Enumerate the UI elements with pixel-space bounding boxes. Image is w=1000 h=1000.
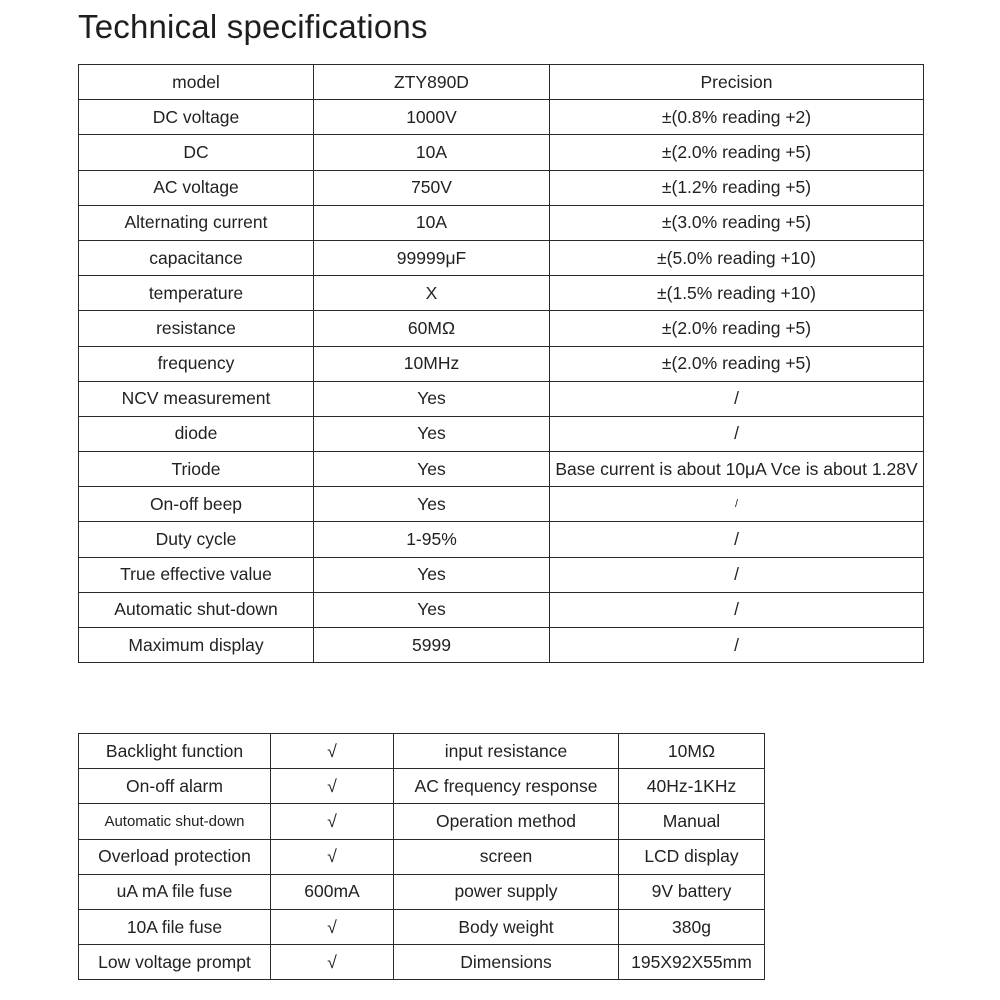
- spec-value: 750V: [314, 170, 550, 205]
- feature-label: Body weight: [394, 909, 619, 944]
- spec-value: Yes: [314, 487, 550, 522]
- spec-precision: /: [550, 416, 924, 451]
- spec-precision: ±(2.0% reading +5): [550, 135, 924, 170]
- feature-value: 10MΩ: [619, 734, 765, 769]
- spec-label: frequency: [79, 346, 314, 381]
- feature-value: Manual: [619, 804, 765, 839]
- table-row: [79, 557, 924, 592]
- feature-label: Backlight function: [79, 734, 271, 769]
- spec-label: diode: [79, 416, 314, 451]
- spec-label: Maximum display: [79, 628, 314, 663]
- feature-value: √: [271, 734, 394, 769]
- spec-value: Yes: [314, 592, 550, 627]
- spec-label: On-off beep: [79, 487, 314, 522]
- spec-precision: ±(0.8% reading +2): [550, 100, 924, 135]
- spec-precision: Base current is about 10μA Vce is about 1.28V: [550, 452, 924, 487]
- feature-label: power supply: [394, 874, 619, 909]
- feature-label: Low voltage prompt: [79, 945, 271, 980]
- feature-label: On-off alarm: [79, 769, 271, 804]
- spec-label: DC voltage: [79, 100, 314, 135]
- spec-precision: ±(2.0% reading +5): [550, 311, 924, 346]
- spec-value: 1000V: [314, 100, 550, 135]
- table-row: [79, 276, 924, 311]
- spec-label: Triode: [79, 452, 314, 487]
- spec-value: 5999: [314, 628, 550, 663]
- feature-value: √: [271, 945, 394, 980]
- table-row: [79, 874, 765, 909]
- feature-label: Dimensions: [394, 945, 619, 980]
- feature-value: 9V battery: [619, 874, 765, 909]
- table-row: [79, 170, 924, 205]
- table-row: [79, 205, 924, 240]
- table-row: [79, 945, 765, 980]
- spec-value: 60MΩ: [314, 311, 550, 346]
- table-row: [79, 909, 765, 944]
- feature-value: LCD display: [619, 839, 765, 874]
- page-title: Technical specifications: [78, 8, 428, 45]
- spec-precision: ±(1.2% reading +5): [550, 170, 924, 205]
- header-model: model: [79, 65, 314, 100]
- spec-precision: ±(3.0% reading +5): [550, 205, 924, 240]
- table-row: [79, 100, 924, 135]
- header-model-name: ZTY890D: [314, 65, 550, 100]
- table-row: [79, 416, 924, 451]
- table-row: [79, 628, 924, 663]
- spec-precision: /: [550, 592, 924, 627]
- spec-precision: /: [550, 557, 924, 592]
- spec-precision: /: [550, 628, 924, 663]
- feature-label: Operation method: [394, 804, 619, 839]
- feature-label: 10A file fuse: [79, 909, 271, 944]
- spec-value: Yes: [314, 416, 550, 451]
- table-row: [79, 311, 924, 346]
- table-row: [79, 769, 765, 804]
- spec-value: Yes: [314, 381, 550, 416]
- feature-label: Overload protection: [79, 839, 271, 874]
- feature-value: √: [271, 804, 394, 839]
- feature-value: √: [271, 769, 394, 804]
- table-row: [79, 734, 765, 769]
- table-row: [79, 346, 924, 381]
- spec-value: 10MHz: [314, 346, 550, 381]
- feature-label: uA mA file fuse: [79, 874, 271, 909]
- feature-label: input resistance: [394, 734, 619, 769]
- spec-value: 10A: [314, 205, 550, 240]
- table-row: [79, 452, 924, 487]
- spec-precision: /: [550, 522, 924, 557]
- spec-label: temperature: [79, 276, 314, 311]
- spec-value: X: [314, 276, 550, 311]
- header-precision: Precision: [550, 65, 924, 100]
- spec-label: NCV measurement: [79, 381, 314, 416]
- table-row: [79, 487, 924, 522]
- spec-value: 99999μF: [314, 240, 550, 275]
- feature-table: [78, 733, 765, 980]
- table-row: [79, 135, 924, 170]
- feature-label: AC frequency response: [394, 769, 619, 804]
- spec-precision: /: [550, 381, 924, 416]
- feature-label: screen: [394, 839, 619, 874]
- spec-precision: /: [550, 487, 924, 522]
- table-row: [79, 240, 924, 275]
- feature-value: 600mA: [271, 874, 394, 909]
- table-row: [79, 381, 924, 416]
- spec-label: Automatic shut-down: [79, 592, 314, 627]
- table-row: [79, 522, 924, 557]
- feature-value: 195X92X55mm: [619, 945, 765, 980]
- spec-value: 10A: [314, 135, 550, 170]
- feature-label: Automatic shut-down: [79, 804, 271, 839]
- spec-header-row: [79, 65, 924, 100]
- spec-label: Duty cycle: [79, 522, 314, 557]
- feature-value: √: [271, 839, 394, 874]
- spec-precision: ±(2.0% reading +5): [550, 346, 924, 381]
- table-row: [79, 592, 924, 627]
- spec-label: capacitance: [79, 240, 314, 275]
- spec-value: Yes: [314, 452, 550, 487]
- spec-label: resistance: [79, 311, 314, 346]
- spec-precision: ±(5.0% reading +10): [550, 240, 924, 275]
- spec-value: Yes: [314, 557, 550, 592]
- table-row: [79, 804, 765, 839]
- spec-label: AC voltage: [79, 170, 314, 205]
- spec-label: DC: [79, 135, 314, 170]
- spec-label: True effective value: [79, 557, 314, 592]
- spec-table: [78, 64, 924, 663]
- feature-value: 40Hz-1KHz: [619, 769, 765, 804]
- spec-precision: ±(1.5% reading +10): [550, 276, 924, 311]
- feature-value: 380g: [619, 909, 765, 944]
- table-row: [79, 839, 765, 874]
- spec-label: Alternating current: [79, 205, 314, 240]
- spec-value: 1-95%: [314, 522, 550, 557]
- feature-value: √: [271, 909, 394, 944]
